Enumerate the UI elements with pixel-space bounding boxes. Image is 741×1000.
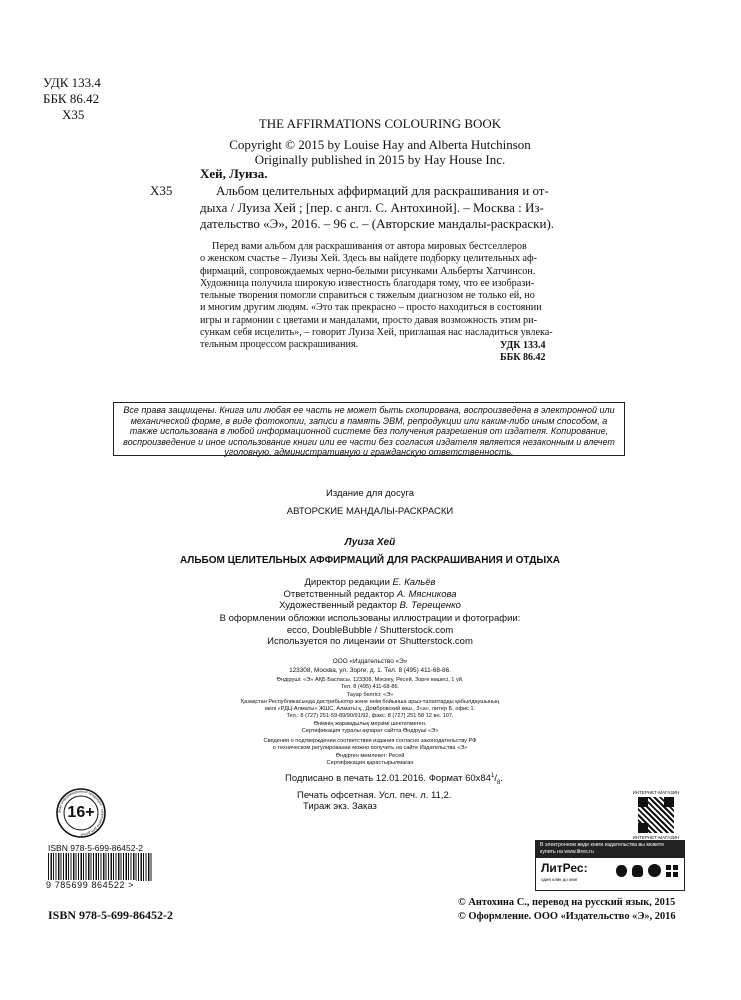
author-mark: Х35: [150, 183, 173, 198]
editor-line: [170, 589, 570, 601]
fine-print-line: Тел. 8 (495) 411-68-86.: [340, 684, 400, 691]
bib-line: дательство «Э», 2016. – 96 с. – (Авторские мандалы-раскраски).: [200, 216, 555, 231]
print-info: [285, 771, 585, 813]
qr-label-bottom: ИНТЕРНЕТ-МАГАЗИН: [632, 835, 680, 840]
apple-icon: [616, 865, 627, 877]
bbk-right: ББК 86.42: [500, 352, 546, 363]
annotation-line: фирмаций, сопровождаемых черно-белыми рисунками Альберты Хатчинсон.: [200, 265, 536, 277]
cover-credit-line: Используется по лицензии от Shutterstock.com: [267, 636, 473, 647]
annotation-line: игры и гармонии с цветами и мандалами, просто давая возможность этим ри-: [200, 314, 537, 326]
editor-line: [170, 577, 570, 589]
rights-line: также использована в любой информационной системе без получения разрешения от издателя. Копирование,: [129, 426, 609, 437]
age-rating-ring-text: Знак информационной продукции · запрещено для детей: [57, 789, 105, 837]
barcode-bars: [48, 853, 153, 881]
bib-line: дыха / Луиза Хей ; [пер. с англ. С. Антохиной]. – Москва : Из-: [200, 199, 544, 215]
fine-print-line: Тел.: 8 (727) 251-59-89/90/91/92, факс: 8 (727) 251 58 12 вн. 107.: [286, 713, 454, 720]
copyright-bottom: [458, 896, 698, 924]
isbn-small: ISBN 978-5-699-86452-2: [48, 843, 143, 853]
qr-block: [630, 790, 682, 842]
litres-tagline: один клик до книг: [541, 877, 578, 882]
fine-print-line: Өндірген мемлекет: Ресей: [335, 752, 405, 759]
litres-banner: [535, 840, 685, 891]
fine-print-line: Қазақстан Республикасында дистрибьютор және өнім бойынша арыз-талаптарды қабылдаушының: [240, 698, 500, 705]
windows-tiles-icon: [666, 865, 678, 877]
editor-role: Ответственный редактор: [283, 588, 397, 600]
annotation-line: Перед вами альбом для раскрашивания от автора мировых бестселлеров: [212, 241, 527, 252]
copyright-bottom-line: © Антохина С., перевод на русский язык, 2015: [458, 897, 676, 908]
qr-label-top: ИНТЕРНЕТ-МАГАЗИН: [632, 790, 680, 795]
print-type-line: Печать офсетная. Усл. печ. л. 11,2.: [297, 789, 452, 801]
rights-line: механической форме, в виде фотокопии, записи в память ЭВМ, репродукции или каким-либо иным способом, а: [130, 415, 608, 426]
publisher-line: ООО «Издательство «Э»: [332, 658, 408, 665]
rights-line: уголовную, административную и гражданскую ответственность.: [224, 447, 514, 458]
print-signed-line: Подписано в печать 12.01.2016. Формат $60х84^1/_8$.: [285, 773, 503, 787]
udk-block: [43, 75, 123, 123]
original-title: THE AFFIRMATIONS COLOURING BOOK: [258, 116, 502, 131]
editor-role: Художественный редактор: [279, 600, 400, 611]
fine-print-line: Сведения о подтверждении соответствия издания согласно законодательству РФ: [263, 738, 477, 744]
rights-notice: [113, 402, 625, 456]
editor-name: А. Мясникова: [396, 588, 457, 600]
isbn-bottom: ISBN 978-5-699-86452-2: [48, 908, 173, 922]
udk-right: УДК 133.4: [500, 340, 546, 351]
age-rating-value: 16+: [67, 804, 95, 821]
annotation-line: Художница получила широкую известность благодаря тому, что ее изобрази-: [200, 277, 535, 289]
cover-credits: [170, 613, 570, 648]
rights-line: воспроизведение и иное использование книги или ее части без согласия издателя является незаконным и влечет: [123, 436, 615, 447]
annotation: [200, 241, 570, 352]
litres-text: [540, 842, 682, 856]
copyright-line: Copyright © 2015 by Louise Hay and Alberta Hutchinson: [229, 137, 531, 152]
editor-line: [170, 600, 570, 612]
cover-credit-line: ecco, DoubleBubble / Shutterstock.com: [286, 624, 454, 636]
author-heading: Хей, Луиза.: [200, 166, 268, 181]
print-run-line: Тираж экз. Заказ: [303, 801, 377, 813]
fine-print-certification: [170, 738, 570, 767]
fine-print-kz: [170, 677, 570, 735]
annotation-line: сункам себя исцелить», – говорит Луиза Хей, приглашая нас насладиться увлека-: [200, 327, 553, 339]
udk-code: УДК 133.4: [43, 75, 101, 90]
editor-role: Директор редакции: [304, 577, 393, 588]
author-name: Луиза Хей: [344, 537, 396, 548]
qr-code-icon: [638, 797, 674, 833]
book-title: АЛЬБОМ ЦЕЛИТЕЛЬНЫХ АФФИРМАЦИЙ ДЛЯ РАСКРАШИВАНИЯ И ОТДЫХА: [179, 555, 561, 566]
barcode-digits: 9 785699 864522 >: [46, 880, 135, 890]
udk-right-block: [500, 340, 570, 364]
publisher-line: 123308, Москва, ул. Зорге, д. 1. Тел. 8 (495) 411-68-86.: [289, 667, 451, 674]
editors: [170, 577, 570, 612]
print-signed-text: Подписано в печать 12.01.2016. Формат 60х84: [285, 773, 491, 785]
annotation-line: тельным процессом раскрашивания.: [200, 339, 359, 351]
bbk-code: ББК 86.42: [43, 91, 100, 106]
fine-print-line: Өнімнің жарамдылық мерзімі шектелмеген.: [313, 720, 427, 727]
bibliographic-record: [200, 183, 575, 233]
fine-print-line: Сертификация туралы ақпарат сайтта Өндіруші «Э»: [301, 728, 439, 735]
windows-icon: [648, 864, 661, 877]
editor-name: Е. Кальёв: [392, 577, 436, 588]
editor-name: В. Терещенко: [399, 600, 461, 611]
annotation-line: и многим другим людям. «Это так прекрасно – просто находиться в состоянии: [200, 302, 542, 314]
copyright-block: [190, 137, 570, 167]
fine-print-line: өкілі «РДЦ-Алматы» ЖШС, Алматы қ., Домбровский көш., 3«а», литер Б, офис 1.: [264, 706, 476, 713]
author-mark-code: Х35: [62, 107, 85, 122]
fine-print-line: Өндіруші: «Э» АҚБ Баспасы, 123308, Мәскеу, Ресей, Зорге көшесі, 1 үй.: [276, 677, 464, 683]
publisher-info: [170, 657, 570, 675]
annotation-line: о женском счастье – Луизы Хей. Здесь вы найдете подборку целительных аф-: [200, 253, 537, 265]
series-name: АВТОРСКИЕ МАНДАЛЫ-РАСКРАСКИ: [286, 506, 454, 517]
format-denominator: 8: [496, 780, 501, 787]
rights-line: Все права защищены. Книга или любая ее часть не может быть скопирована, воспроизведена в электронной или: [123, 405, 615, 415]
age-rating-badge: [56, 788, 106, 838]
format-numerator: 1: [490, 773, 495, 779]
edition-type: Издание для досуга: [325, 488, 414, 499]
fine-print-line: Сертификация қарастырылмаған: [326, 759, 414, 766]
copyright-bottom-line: © Оформление. ООО «Издательство «Э», 2016: [458, 911, 676, 922]
litres-text-line: купить на www.litres.ru: [540, 849, 594, 855]
cover-credit-line: В оформлении обложки использованы иллюстрации и фотографии:: [219, 613, 521, 624]
fine-print-line: Тауар белгісі: «Э»: [346, 691, 394, 698]
litres-logo: ЛитРес:: [541, 861, 588, 875]
copyright-line: Originally published in 2015 by Hay House Inc.: [254, 152, 506, 167]
litres-text-line: В электронном виде книги издательства вы можете: [540, 842, 665, 848]
annotation-line: тельные творения помогли справиться с тяжелым диагнозом не только ей, но: [200, 290, 535, 302]
fine-print-line: о техническом регулировании можно получить на сайте Издательства «Э»: [272, 745, 468, 752]
bib-line: Альбом целительных аффирмаций для раскрашивания и от-: [216, 183, 549, 198]
android-icon: [632, 865, 643, 877]
